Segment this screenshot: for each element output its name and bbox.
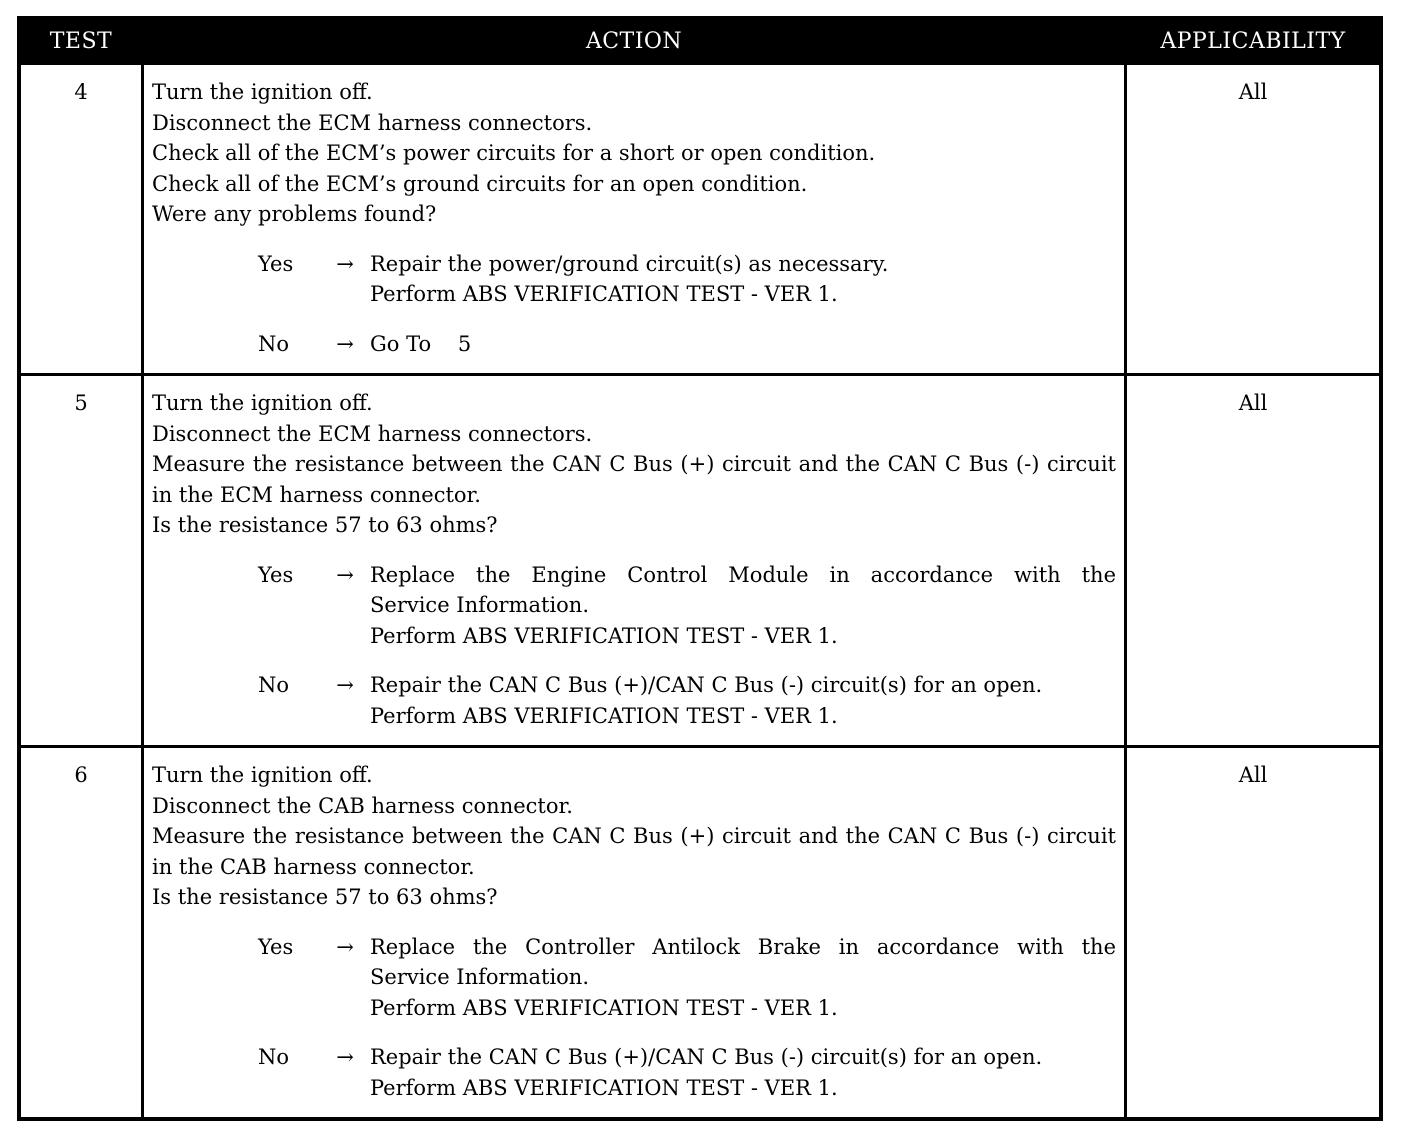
step: Measure the resistance between the CAN C Bus (+) circuit and the CAN C Bus (-) circuit in the ECM harness connector. (152, 452, 1116, 507)
action-cell (141, 65, 1127, 373)
step: Is the resistance 57 to 63 ohms? (152, 513, 498, 537)
no-result (370, 1042, 1116, 1103)
arrow-right-icon: → (336, 331, 354, 356)
arrow-right-icon: → (336, 934, 354, 959)
yes-label: Yes (258, 251, 294, 276)
step: Is the resistance 57 to 63 ohms? (152, 885, 498, 909)
step-list (152, 388, 1116, 541)
yes-outcome (152, 932, 1116, 1024)
result-line: Repair the power/ground circuit(s) as necessary. (370, 251, 889, 276)
no-label: No (258, 673, 290, 697)
result-line: Replace the Engine Control Module in accordance with the (370, 562, 1116, 587)
table-row (21, 373, 1379, 745)
goto-link[interactable]: Go To 5 (370, 331, 472, 356)
result-line: Perform ABS VERIFICATION TEST - VER 1. (370, 282, 838, 306)
no-outcome (152, 1042, 1116, 1103)
step: Check all of the ECM’s power circuits for a short or open condition. (152, 141, 876, 165)
result-line: Service Information. (370, 965, 590, 989)
yes-label: Yes (258, 562, 294, 587)
test-number: 6 (74, 763, 88, 787)
test-number: 5 (74, 391, 88, 415)
step: Disconnect the ECM harness connectors. (152, 421, 593, 446)
no-label: No (258, 331, 290, 356)
yes-outcome (152, 560, 1116, 652)
step-list (152, 77, 1116, 230)
action-cell (141, 748, 1127, 1117)
step: Were any problems found? (152, 202, 437, 226)
step: Disconnect the ECM harness connectors. (152, 110, 593, 135)
step: Turn the ignition off. (152, 763, 373, 787)
step: Turn the ignition off. (152, 391, 373, 415)
no-outcome (152, 670, 1116, 731)
yes-result (370, 932, 1116, 1024)
arrow-right-icon: → (336, 673, 354, 697)
step: Check all of the ECM’s ground circuits for an open condition. (152, 171, 808, 196)
result-line: Replace the Controller Antilock Brake in accordance with the (370, 934, 1116, 959)
action-cell (141, 376, 1127, 745)
arrow-right-icon: → (336, 562, 354, 587)
result-line: Perform ABS VERIFICATION TEST - VER 1. (370, 703, 838, 728)
header-applicability: APPLICABILITY (1160, 28, 1346, 54)
yes-outcome (152, 249, 1116, 310)
no-result (370, 329, 1116, 360)
table-row (21, 745, 1379, 1117)
applicability-value: All (1238, 80, 1268, 104)
applicability-value: All (1238, 391, 1268, 415)
table-row (21, 62, 1379, 373)
result-line: Repair the CAN C Bus (+)/CAN C Bus (-) circuit(s) for an open. (370, 673, 1043, 697)
result-line: Perform ABS VERIFICATION TEST - VER 1. (370, 1075, 838, 1100)
result-line: Repair the CAN C Bus (+)/CAN C Bus (-) circuit(s) for an open. (370, 1045, 1043, 1069)
step-list (152, 760, 1116, 913)
applicability-value: All (1238, 763, 1268, 787)
arrow-right-icon: → (336, 1045, 354, 1069)
yes-label: Yes (258, 934, 294, 959)
no-result (370, 670, 1116, 731)
table-header (21, 20, 1379, 62)
result-line: Service Information. (370, 593, 590, 617)
test-number: 4 (74, 80, 88, 104)
yes-result (370, 560, 1116, 652)
no-label: No (258, 1045, 290, 1069)
result-line: Perform ABS VERIFICATION TEST - VER 1. (370, 623, 838, 648)
step: Disconnect the CAB harness connector. (152, 793, 573, 818)
header-test: TEST (49, 28, 113, 54)
diagnostic-table (17, 16, 1383, 1121)
arrow-right-icon: → (336, 251, 354, 276)
step: Measure the resistance between the CAN C Bus (+) circuit and the CAN C Bus (-) circuit in the CAB harness connector. (152, 824, 1116, 879)
step: Turn the ignition off. (152, 80, 373, 104)
no-outcome (152, 329, 1116, 360)
yes-result (370, 249, 1116, 310)
header-action: ACTION (585, 28, 683, 54)
result-line: Perform ABS VERIFICATION TEST - VER 1. (370, 995, 838, 1020)
